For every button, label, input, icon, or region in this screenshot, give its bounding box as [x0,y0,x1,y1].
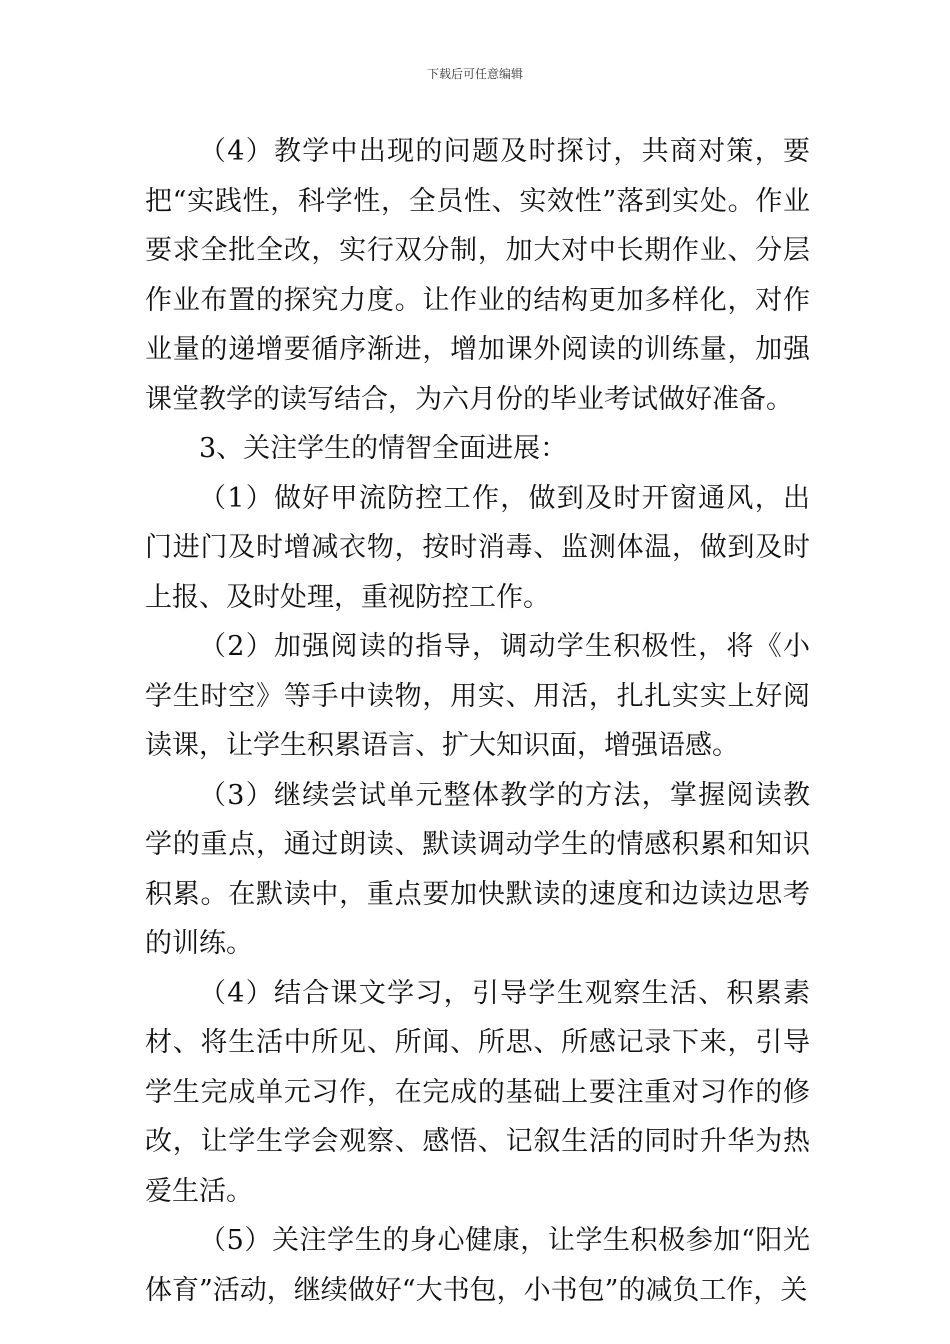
paragraph-health-sports: （5）关注学生的身心健康，让学生积极参加“阳光体育”活动，继续做好“大书包，小书包”的减负工作，关 [145,1225,810,1306]
page-header-note: 下载后可任意编辑 [426,67,523,81]
document-body [145,127,810,1315]
section-heading-student-development: 3、关注学生的情智全面进展： [199,433,568,464]
paragraph-reading-guidance: （2）加强阅读的指导，调动学生积极性，将《小学生时空》等手中读物，用实、用活，扎扎实实上好阅读课，让学生积累语言、扩大知识面，增强语感。 [145,631,810,761]
paragraph-writing-practice: （4）结合课文学习，引导学生观察生活、积累素材、将生活中所见、所闻、所思、所感记录下来，引导学生完成单元习作，在完成的基础上要注重对习作的修改，让学生学会观察、感悟、记叙生活的同时升华为热爱生活。 [145,977,810,1207]
paragraph-homework-strategy: （4）教学中出现的问题及时探讨，共商对策，要把“实践性，科学性，全员性、实效性”落到实处。作业要求全批全改，实行双分制，加大对中长期作业、分层作业布置的探究力度。让作业的结构更加多样化，对作业量的递增要循序渐进，增加课外阅读的训练量，加强课堂教学的读写结合，为六月份的毕业考试做好准备。 [145,136,810,415]
paragraph-flu-prevention: （1）做好甲流防控工作，做到及时开窗通风，出门进门及时增减衣物，按时消毒、监测体温，做到及时上报、及时处理，重视防控工作。 [145,482,810,613]
paragraph-unit-teaching: （3）继续尝试单元整体教学的方法，掌握阅读教学的重点，通过朗读、默读调动学生的情感积累和知识积累。在默读中，重点要加快默读的速度和边读边思考的训练。 [145,779,810,959]
